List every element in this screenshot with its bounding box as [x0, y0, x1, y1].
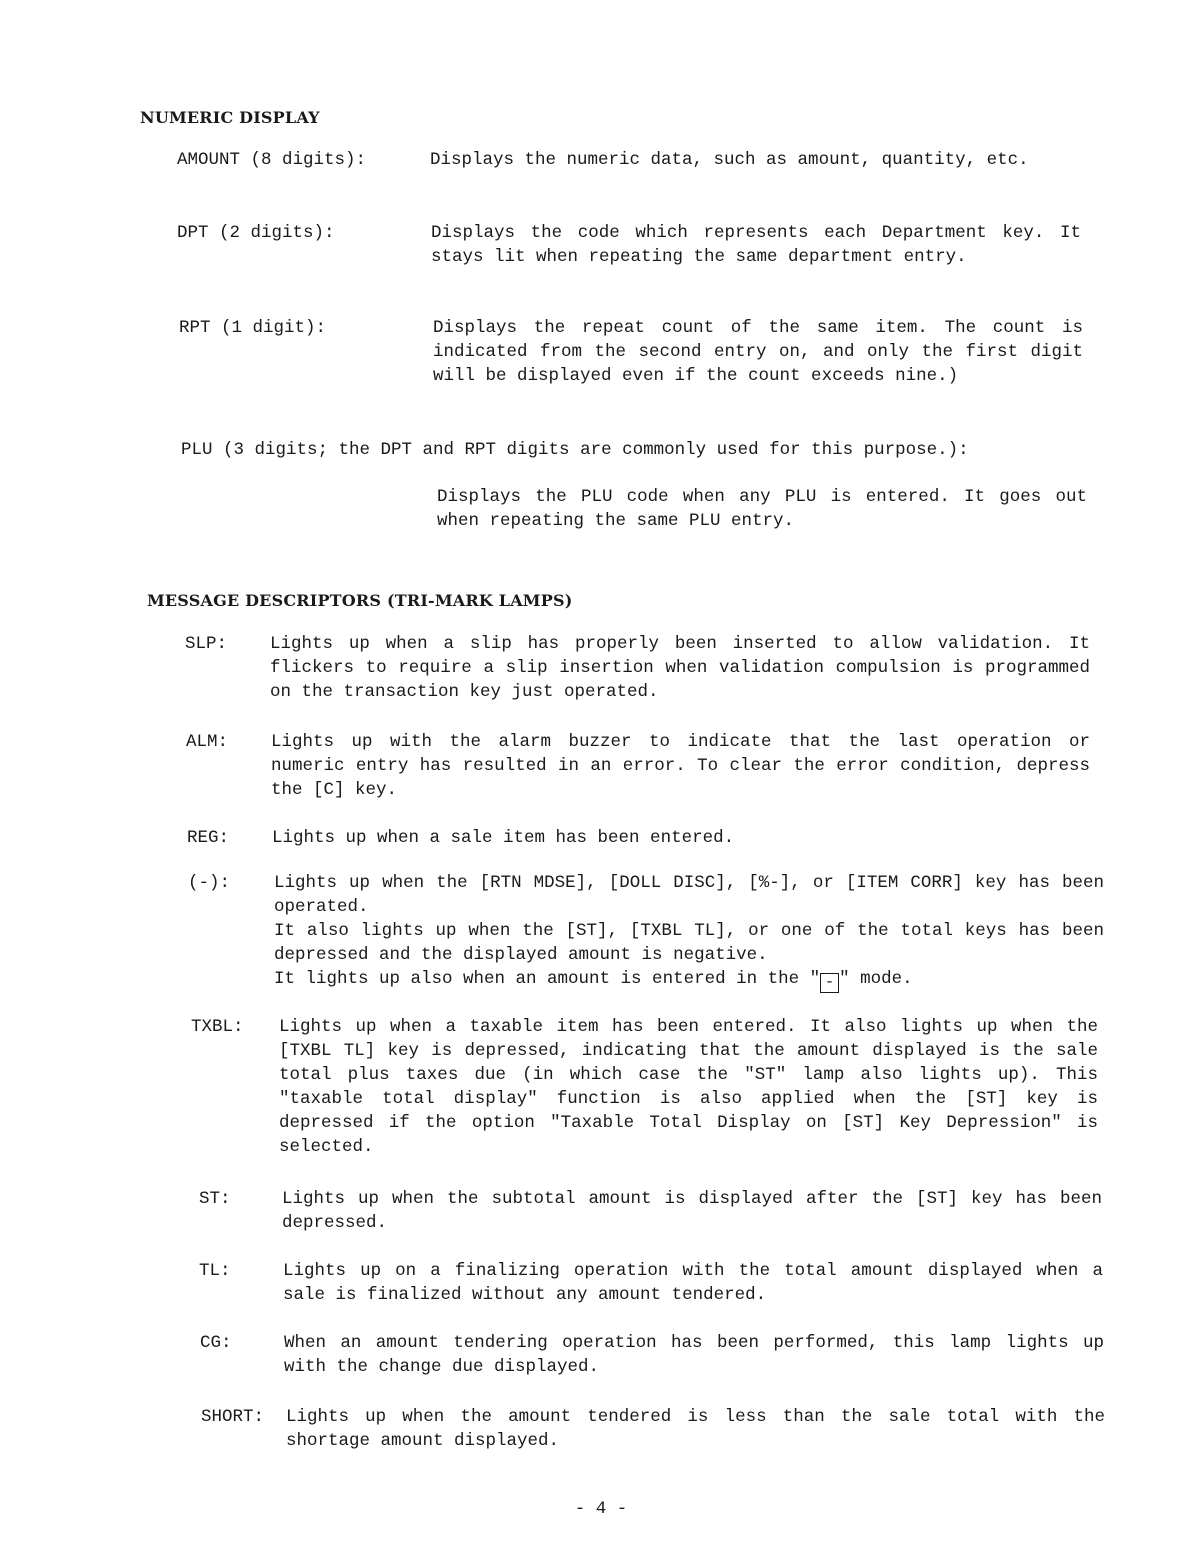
minus-key-icon: -: [820, 973, 839, 993]
section-heading-numeric-display: NUMERIC DISPLAY: [140, 108, 320, 127]
term-tl: TL:: [199, 1261, 231, 1281]
desc-cg: When an amount tendering operation has been performed, this lamp lights up with the change due displayed.: [284, 1333, 1104, 1377]
section-heading-message-descriptors: MESSAGE DESCRIPTORS (TRI-MARK LAMPS): [147, 591, 573, 610]
term-txbl: TXBL:: [191, 1017, 244, 1037]
term-plu: PLU (3 digits; the DPT and RPT digits are commonly used for this purpose.):: [181, 440, 969, 460]
term-rpt: RPT (1 digit):: [179, 318, 327, 338]
term-short: SHORT:: [201, 1407, 265, 1427]
desc-alm: Lights up with the alarm buzzer to indicate that the last operation or numeric entry has resulted in an error. To clear the error condition, depress the [C] key.: [271, 732, 1090, 800]
desc-minus-line3-after: " mode.: [839, 969, 913, 989]
desc-minus-line3: [274, 967, 1104, 993]
term-slp: SLP:: [185, 634, 228, 654]
page-number: - 4 -: [574, 1499, 628, 1519]
desc-reg: Lights up when a sale item has been entered.: [272, 828, 735, 848]
desc-minus-line2: It also lights up when the [ST], [TXBL TL], or one of the total keys has been depressed and the displayed amount is negative.: [274, 921, 1104, 965]
desc-amount: Displays the numeric data, such as amount, quantity, etc.: [430, 150, 1029, 170]
term-cg: CG:: [200, 1333, 232, 1353]
desc-slp: Lights up when a slip has properly been inserted to allow validation. It flickers to require a slip insertion when validation compulsion is programmed on the transaction key just operated.: [270, 634, 1090, 702]
desc-txbl: Lights up when a taxable item has been entered. It also lights up when the [TXBL TL] key is depressed, indicating that the amount displayed is the sale total plus taxes due (in which case the "ST" lamp also lights up). This "taxable total display" function is also applied when the [ST] key is depressed if the option "Taxable Total Display on [ST] Key Depression" is selected.: [279, 1017, 1098, 1157]
desc-minus-line3-before: It lights up also when an amount is entered in the ": [274, 969, 821, 989]
desc-minus-line1: Lights up when the [RTN MDSE], [DOLL DISC], [%-], or [ITEM CORR] key has been operated.: [274, 873, 1104, 917]
term-st: ST:: [199, 1189, 231, 1209]
term-minus: (-):: [188, 873, 231, 893]
desc-dpt: Displays the code which represents each Department key. It stays lit when repeating the same department entry.: [431, 223, 1081, 267]
desc-st: Lights up when the subtotal amount is displayed after the [ST] key has been depressed.: [282, 1189, 1102, 1233]
desc-minus: [274, 871, 1104, 993]
desc-plu: Displays the PLU code when any PLU is entered. It goes out when repeating the same PLU entry.: [437, 487, 1087, 531]
term-alm: ALM:: [186, 732, 229, 752]
desc-short: Lights up when the amount tendered is less than the sale total with the shortage amount displayed.: [286, 1407, 1105, 1451]
term-reg: REG:: [187, 828, 230, 848]
term-dpt: DPT (2 digits):: [177, 223, 335, 243]
desc-tl: Lights up on a finalizing operation with the total amount displayed when a sale is finalized without any amount tendered.: [283, 1261, 1103, 1305]
desc-rpt: Displays the repeat count of the same item. The count is indicated from the second entry on, and only the first digit will be displayed even if the count exceeds nine.): [433, 318, 1083, 386]
term-amount: AMOUNT (8 digits):: [177, 150, 367, 170]
